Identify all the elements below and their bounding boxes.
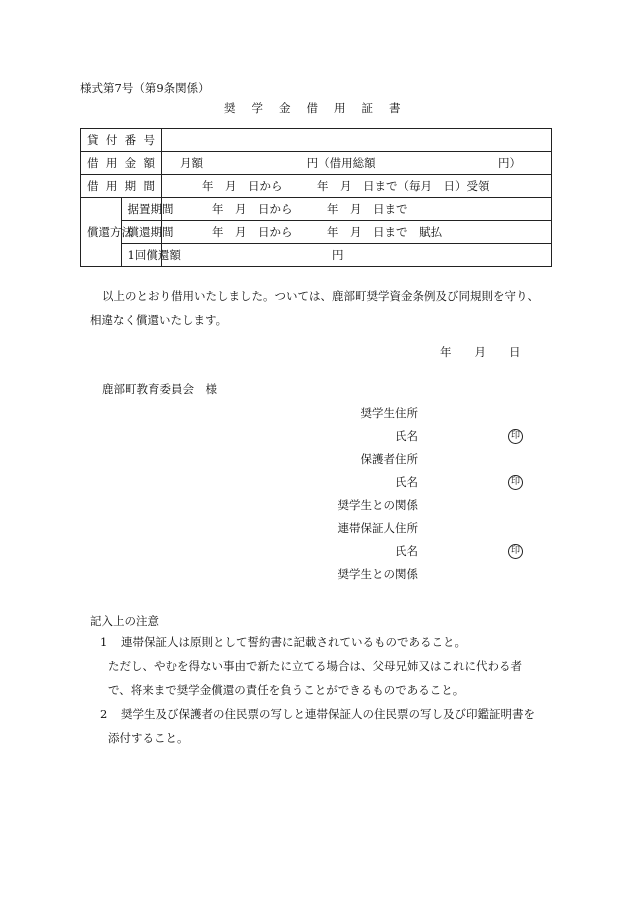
repay-period-text: 年 月 日から 年 月 日まで: [212, 225, 408, 239]
note-item-1: [90, 630, 560, 654]
guarantor-name-label: 氏名: [395, 544, 418, 558]
repay-suffix: 賦払: [419, 225, 443, 239]
seal-icon: 印: [508, 473, 523, 490]
note-1-number: 1: [100, 635, 108, 649]
loan-no-label: 貸付番号: [81, 129, 162, 152]
amount-yen: 円（借用総額: [306, 156, 376, 170]
note-2-text-b: 添付すること。: [108, 731, 189, 745]
period-label: 借用期間: [81, 175, 162, 198]
seal-icon: 印: [508, 427, 523, 444]
notes-list: [90, 630, 560, 750]
table-row: [81, 175, 552, 198]
repay-period-value: [162, 221, 552, 244]
seal-icon: 印: [508, 542, 523, 559]
amount-yen-end: 円）: [498, 156, 521, 170]
guarantor-address-label: 連帯保証人住所: [337, 521, 418, 535]
student-address-label: 奨学生住所: [360, 406, 418, 420]
note-1-text-a: 連帯保証人は原則として誓約書に記載されているものであること。: [120, 635, 466, 649]
note-2-number: 2: [100, 707, 108, 721]
note-item-2: [90, 702, 560, 726]
note-2-text-a: 奨学生及び保護者の住民票の写しと連帯保証人の住民票の写し及び印鑑証明書を: [120, 707, 535, 721]
per-label: 1回償還額: [121, 244, 162, 267]
note-1-text-c: で、将来まで奨学金償還の責任を負うことができるものであること。: [108, 683, 465, 697]
document-title: 奨学金借用証書: [224, 101, 417, 115]
per-value: 円: [162, 244, 552, 267]
notes-heading: 記入上の注意: [90, 614, 159, 628]
table-row: [81, 152, 552, 175]
table-row: [81, 198, 552, 221]
amount-label: 借用金額: [81, 152, 162, 175]
grace-label: 据置期間: [121, 198, 162, 221]
body-paragraph: [80, 284, 560, 332]
form-number: 様式第7号（第9条関係）: [80, 81, 210, 95]
table-row: [81, 244, 552, 267]
amount-cell: [162, 152, 552, 175]
period-value: 年 月 日から 年 月 日まで（毎月 日）受領: [162, 175, 552, 198]
guarantor-relation-label: 奨学生との関係: [337, 567, 418, 581]
repay-period-label: 償還期間: [121, 221, 162, 244]
loan-table: [80, 128, 552, 267]
table-row: [81, 221, 552, 244]
guardian-address-label: 保護者住所: [360, 452, 418, 466]
repay-label: 償還方法: [81, 198, 122, 267]
guardian-name-label: 氏名: [395, 475, 418, 489]
guardian-relation-label: 奨学生との関係: [337, 498, 418, 512]
note-1-text-b: ただし、やむを得ない事由で新たに立てる場合は、父母兄姉又はこれに代わる者: [108, 659, 522, 673]
loan-no-value: [162, 129, 552, 152]
date-line: 年 月 日: [440, 345, 521, 359]
student-name-label: 氏名: [395, 429, 418, 443]
grace-value: 年 月 日から 年 月 日まで: [162, 198, 552, 221]
amount-monthly: 月額: [180, 156, 203, 170]
body-line-2: 相違なく償還いたします。: [90, 313, 228, 327]
table-row: [81, 129, 552, 152]
body-line-1: 以上のとおり借用いたしました。ついては、鹿部町奨学資金条例及び同規則を守り、: [102, 289, 539, 303]
addressee: 鹿部町教育委員会 様: [102, 382, 217, 396]
